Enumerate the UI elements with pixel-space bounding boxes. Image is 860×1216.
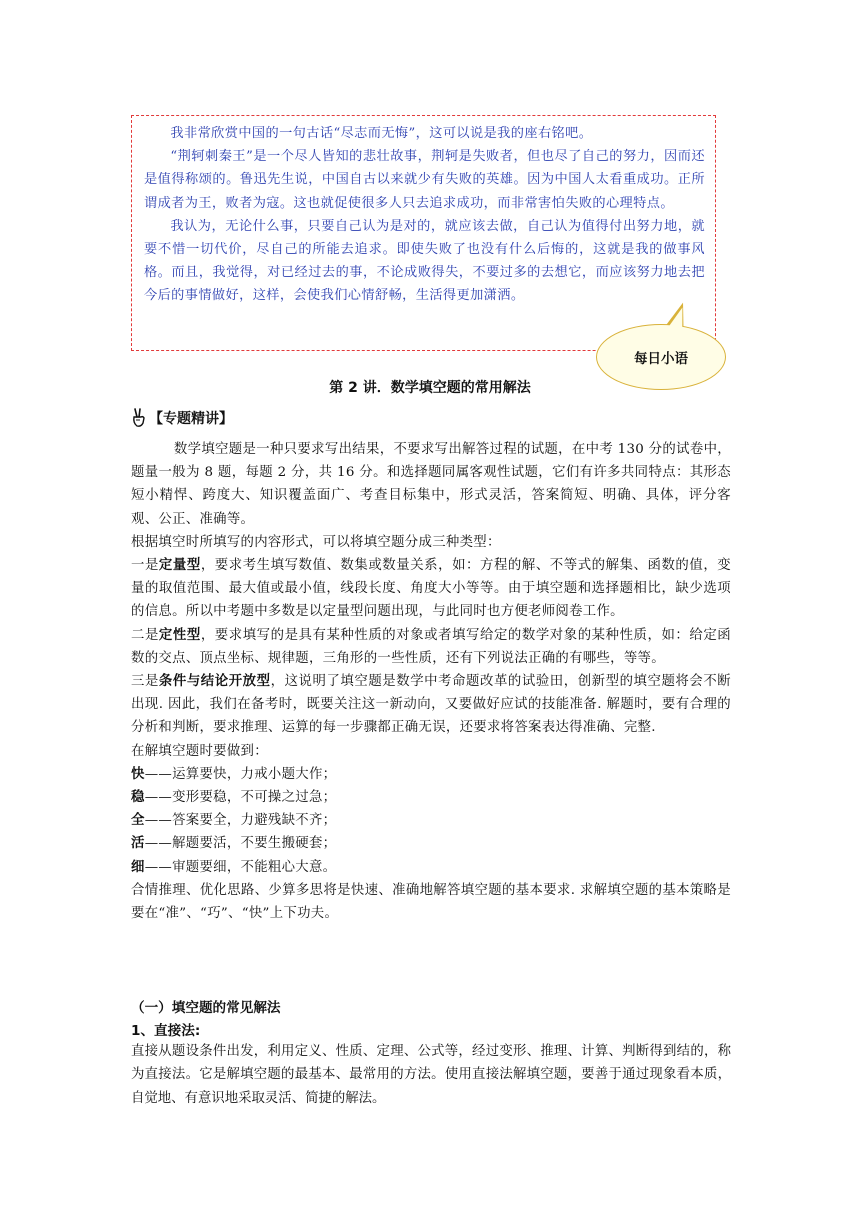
requirement-item: [131, 856, 731, 879]
section-heading: [131, 408, 233, 428]
section-heading-text: 【专题精讲】: [149, 411, 233, 427]
quote-paragraph-1: 我非常欣赏中国的一句古话“尽志而无悔”，这可以说是我的座右铭吧。: [170, 126, 593, 141]
requirement-key: 全: [131, 812, 145, 829]
type-2: [131, 624, 731, 670]
part-1-heading: （一）填空题的常见解法: [131, 1000, 281, 1016]
type-3: [131, 670, 731, 740]
requirement-item: [131, 832, 731, 855]
type-3-text: ，这说明了填空题是数学中考命题改革的试验田，创新型的填空题将会不断出现. 因此，我们在备考时，既要关注这一新动向，又要做好应试的技能准备. 解题时，要有合理的分析和判断，要求推理、运算的每一步骤都正确无误，还要求将答案表达得准确、完整.: [131, 674, 731, 736]
quote-paragraph-3: 我认为，无论什么事，只要自己认为是对的，就应该去做，自己认为值得付出努力地，就要不惜一切代价，尽自己的所能去追求。即使失败了也没有什么后悔的，这就是我的做事风格。而且，我觉得，对已经过去的事，不论成败得失，不要过多的去想它，而应该努力地去把今后的事情做好，这样，会使我们心情舒畅，生活得更加潇洒。: [144, 218, 705, 304]
summary-paragraph: 合情推理、优化思路、少算多思将是快速、准确地解答填空题的基本要求. 求解填空题的基本策略是要在“准”、“巧”、“快”上下功夫。: [131, 882, 731, 922]
type-2-name: 定性型: [158, 626, 201, 643]
bubble-label: 每日小语: [634, 351, 688, 367]
type-1-text: ，要求考生填写数值、数集或数量关系，如：方程的解、不等式的解集、函数的值，变量的取值范围、最大值或最小值，线段长度、角度大小等等。由于填空题和选择题相比，缺少选项的信息。所以中考题中多数是以定量型问题出现，与此同时也方便老师阅卷工作。: [131, 558, 731, 620]
requirement-item: [131, 763, 731, 786]
type-3-prefix: 三是: [131, 674, 159, 690]
method-1-heading: 1、直接法:: [131, 1023, 201, 1039]
requirement-item: [131, 786, 731, 809]
page-title: 第 2 讲．数学填空题的常用解法: [329, 380, 531, 396]
victory-hand-icon: [131, 408, 147, 428]
quote-paragraph-2: “荆轲刺秦王”是一个尽人皆知的悲壮故事，荆轲是失败者，但也尽了自己的努力，因而还是值得称颂的。鲁迅先生说，中国自古以来就少有失败的英雄。因为中国人太看重成功。正所谓成者为王，败者为寇。这也就促使很多人只去追求成功，而非常害怕失败的心理特点。: [144, 149, 705, 211]
method-1-text: [131, 1040, 731, 1110]
requirement-text: ——解题要活，不要生搬硬套；: [144, 836, 337, 852]
intro-paragraph: 数学填空题是一种只要求写出结果，不要求写出解答过程的试题，在中考 130 分的试卷中，题量一般为 8 题，每题 2 分，共 16 分。和选择题同属客观性试题，它们有许多共同特点：其形态短小精悍、跨度大、知识覆盖面广、考查目标集中，形式灵活，答案简短、明确、具体，评分客观、公正、准确等。: [131, 442, 731, 527]
requirements-intro: 在解填空题时要做到：: [131, 743, 268, 759]
requirement-item: [131, 809, 731, 832]
requirement-key: 快: [131, 765, 145, 782]
requirement-text: ——运算要快，力戒小题大作；: [144, 766, 337, 782]
type-3-name: 条件与结论开放型: [158, 673, 271, 690]
requirement-text: ——答案要全，力避残缺不齐；: [144, 813, 337, 829]
types-intro: 根据填空时所填写的内容形式，可以将填空题分成三种类型：: [131, 534, 501, 550]
type-1-prefix: 一是: [131, 558, 159, 574]
requirement-text: ——审题要细，不能粗心大意。: [144, 859, 337, 875]
quote-box: [131, 115, 716, 351]
requirement-text: ——变形要稳，不可操之过急；: [144, 790, 337, 806]
type-1: [131, 554, 731, 624]
type-2-prefix: 二是: [131, 627, 159, 643]
body-text: [131, 438, 731, 925]
method-1-paragraph: 直接从题设条件出发，利用定义、性质、定理、公式等，经过变形、推理、计算、判断得到结的，称为直接法。它是解填空题的最基本、最常用的方法。使用直接法解填空题，要善于通过现象看本质，自觉地、有意识地采取灵活、简捷的解法。: [131, 1044, 731, 1106]
type-1-name: 定量型: [158, 557, 201, 574]
requirement-key: 稳: [131, 789, 145, 806]
requirement-key: 活: [131, 835, 145, 852]
requirement-key: 细: [131, 858, 145, 875]
type-2-text: ，要求填写的是具有某种性质的对象或者填写给定的数学对象的某种性质，如：给定函数的交点、顶点坐标、规律题，三角形的一些性质，还有下列说法正确的有哪些，等等。: [131, 627, 731, 666]
